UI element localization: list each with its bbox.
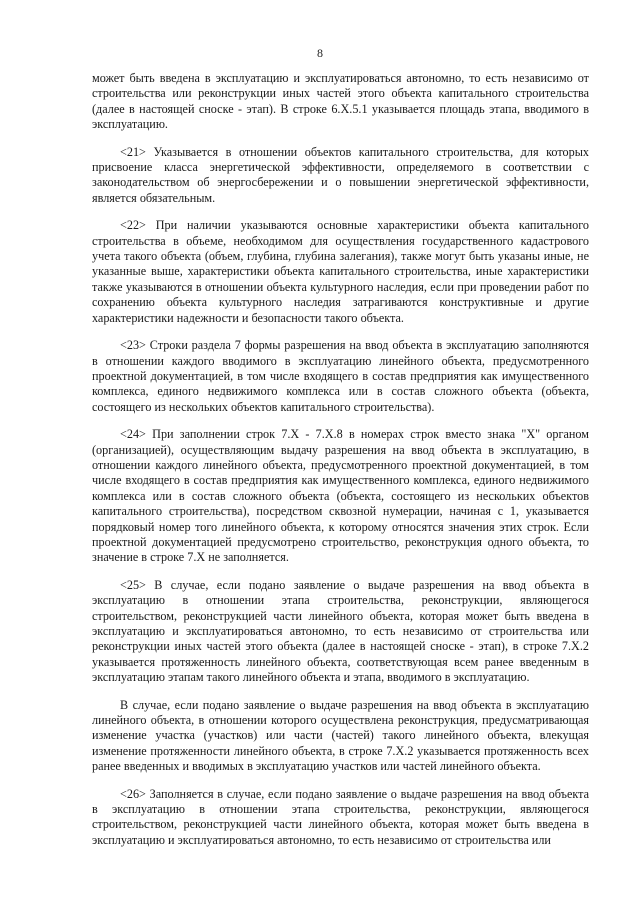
footnote-23: <23> Строки раздела 7 формы разрешения на ввод объекта в эксплуатацию заполняются в отношении каждого вводимого в эксплуатацию линейного объекта, предусмотренного проектной документацией, в том числе входящего в состав предприятия как имущественного комплекса, единого недвижимого комплекса или в состав сложного объекта (объекта, состоящего из нескольких объектов капитального строительства). [92, 338, 589, 414]
document-body [92, 71, 589, 860]
footnote-21: <21> Указывается в отношении объектов капитального строительства, для которых присвоение класса энергетической эффективности, определяемого в соответствии с законодательством об энергосбережении и о повышении энергетической эффективности, является обязательным. [92, 144, 589, 205]
footnote-26: <26> Заполняется в случае, если подано заявление о выдаче разрешения на ввод объекта в эксплуатацию в отношении этапа строительства, реконструкции, являющегося строительством, реконструкцией части линейного объекта, которая может быть введена в эксплуатацию и эксплуатироваться автономно, то есть независимо от строительства или [92, 786, 589, 847]
footnote-25: <25> В случае, если подано заявление о выдаче разрешения на ввод объекта в эксплуатацию в отношении этапа строительства, реконструкции, являющегося строительством, реконструкцией части линейного объекта, которая может быть введена в эксплуатацию и эксплуатироваться автономно, то есть независимо от строительства или реконструкции иных частей этого объекта (далее в настоящей сноске - этап), в строке 7.X.2 указывается протяженность линейного объекта, соответствующая всем ранее введенным в эксплуатацию этапам такого линейного объекта и этапа, вводимого в эксплуатацию. [92, 577, 589, 685]
paragraph-continued: может быть введена в эксплуатацию и эксплуатироваться автономно, то есть независимо от строительства или реконструкции иных частей этого объекта капитального строительства (далее в настоящей сноске - этап). В строке 6.X.5.1 указывается площадь этапа, вводимого в эксплуатацию. [92, 71, 589, 132]
page-number: 8 [317, 46, 323, 60]
footnote-22: <22> При наличии указываются основные характеристики объекта капитального строительства в объеме, необходимом для осуществления государственного кадастрового учета такого объекта (объем, глубина, глубина залегания), также могут быть указаны иные, не указанные выше, характеристики объекта капитального строительства, иные характеристики также указываются в отношении объекта культурного наследия, если при проведении работ по сохранению объекта культурного наследия затрагиваются конструктивные и другие характеристики надежности и безопасности такого объекта. [92, 218, 589, 325]
footnote-24: <24> При заполнении строк 7.X - 7.X.8 в номерах строк вместо знака "X" органом (организацией), осуществляющим выдачу разрешения на ввод объекта в эксплуатацию, в отношении каждого линейного объекта, предусмотренного проектной документацией, в том числе входящего в состав предприятия как имущественного комплекса, единого недвижимого комплекса или в состав сложного объекта (объекта, состоящего из нескольких объектов капитального строительства), посредством сквозной нумерации, начиная с 1, указывается порядковый номер того линейного объекта, к которому относятся значения этих строк. Если проектной документацией предусмотрено строительство, реконструкция одного объекта, то значение в строке 7.X не заполняется. [92, 427, 589, 565]
footnote-25-continued: В случае, если подано заявление о выдаче разрешения на ввод объекта в эксплуатацию линейного объекта, в отношении которого осуществлена реконструкция, предусматривающая изменение участка (участков) или части (частей) такого линейного объекта, влекущая изменение протяженности линейного объекта, в строке 7.X.2 указывается протяженность всех ранее введенных и вводимых в эксплуатацию участков или частей линейного объекта. [92, 697, 589, 774]
